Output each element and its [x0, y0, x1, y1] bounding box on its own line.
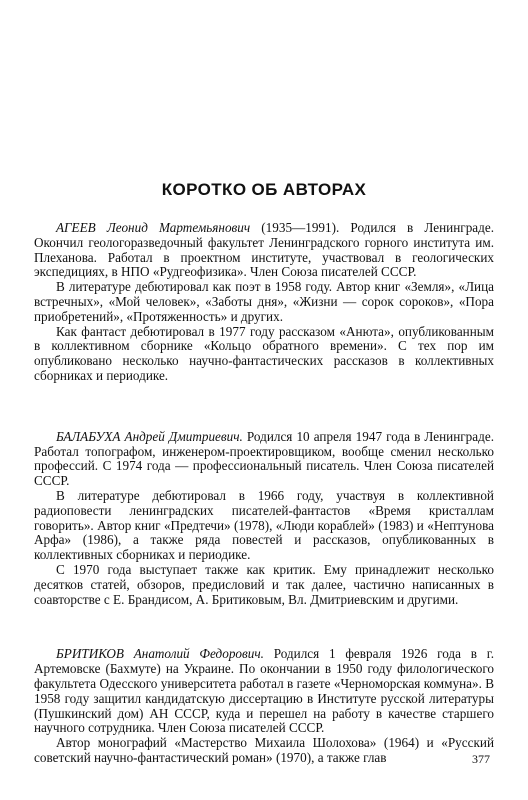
section-title: КОРОТКО ОБ АВТОРАХ [161, 180, 367, 199]
author-bio-britikov [34, 647, 494, 765]
bio-text: Родился 10 апреля 1947 года в Ленинграде. Работал топографом, инженером-проектировщиком, вообще сменил несколько профессий. С 1974 года — профессиональный писатель. Член Союза писателей СССР. [34, 428, 494, 489]
bio-paragraph: Как фантаст дебютировал в 1977 году рассказом «Анюта», опубликованным в коллективном сборнике «Кольцо обратного времени». С тех пор им опубликовано несколько научно-фантастических рассказов в коллективных сборниках и периодике. [34, 323, 494, 383]
bio-paragraph: В литературе дебютировал в 1966 году, участвуя в коллективной радиоповести ленинградских писателей-фантастов «Время кристаллам говорить». Автор книг «Предтечи» (1978), «Люди кораблей» (1983) и «Нептунова Арфа» (1986), а также ряда повестей и рассказов, опубликованных в коллективных сборниках и периодике. [34, 487, 494, 563]
bio-paragraph [34, 647, 494, 736]
bio-text: (1935—1991). Родился в Ленинграде. Окончил геологоразведочный факультет Ленинградского горного института им. Плеханова. Работал в проектном институте, участвовал в геологических экспедициях, в НПО «Рудгеофизика». Член Союза писателей СССР. [34, 220, 495, 280]
bio-paragraph: В литературе дебютировал как поэт в 1958 году. Автор книг «Земля», «Лица встречных», «Мой человек», «Заботы дня», «Жизни — сорок сороков», «Пора приобретений», «Протяженность» и других. [34, 279, 494, 324]
bio-paragraph [34, 430, 494, 489]
author-bio-balabukha [34, 430, 494, 608]
author-bio-ageev [34, 221, 494, 384]
page-content [34, 221, 494, 766]
page-number: 377 [472, 752, 490, 766]
bio-paragraph: С 1970 года выступает также как критик. Ему принадлежит несколько десятков статей, обзоров, предисловий и так далее, частично написанных в соавторстве с Е. Брандисом, А. Бритиковым, Вл. Дмитриевским и другими. [34, 561, 494, 607]
bio-paragraph: Автор монографий «Мастерство Михаила Шолохова» (1964) и «Русский советский научно-фантастический роман» (1970), а также глав [34, 735, 494, 765]
bio-paragraph [34, 221, 494, 280]
author-name: АГЕЕВ Леонид Мартемьянович [56, 220, 251, 235]
author-name: БАЛАБУХА Андрей Дмитриевич. [56, 428, 243, 444]
author-name: БРИТИКОВ Анатолий Федорович. [56, 646, 264, 662]
bio-text: Родился 1 февраля 1926 года в г. Артемовске (Бахмуте) на Украине. По окончании в 1950 году филологического факультета Одесского университета работал в газете «Черноморская коммуна». В 1958 году защитил кандидатскую диссертацию в Институте русской литературы (Пушкинский дом) АН СССР, куда и перешел на работу в качестве старшего научного сотрудника. Член Союза писателей СССР. [34, 646, 495, 736]
